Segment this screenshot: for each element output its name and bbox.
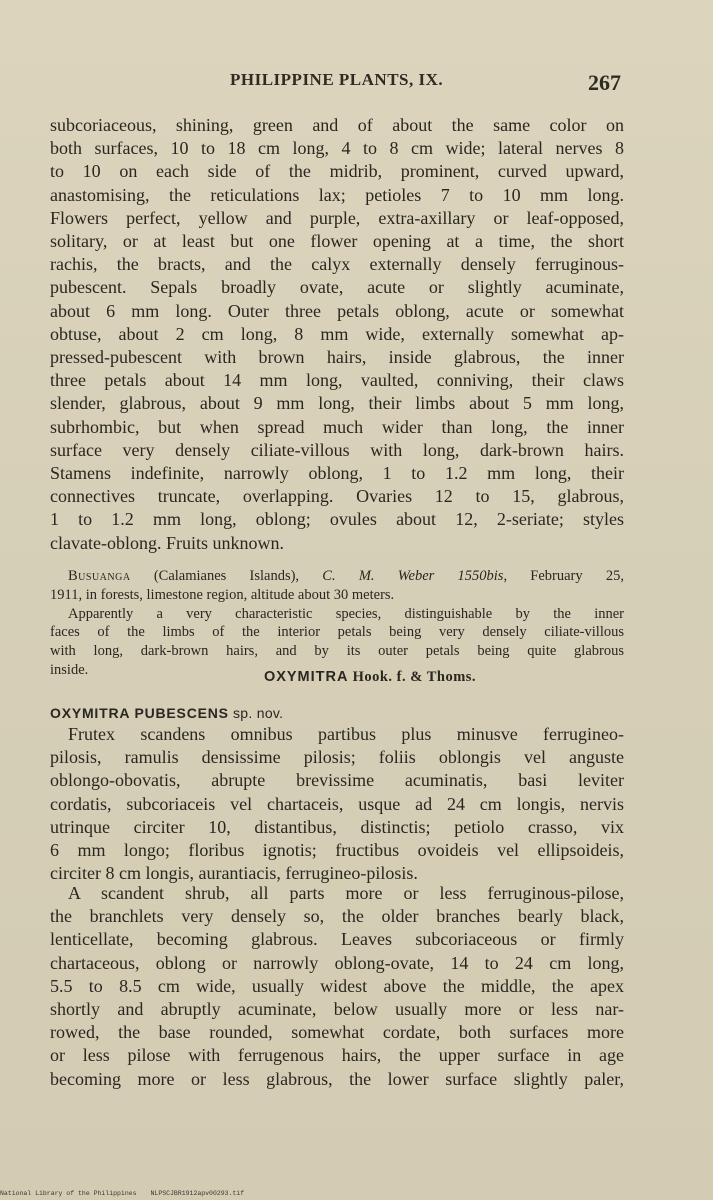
text-line: rachis, the bracts, and the calyx externally densely ferruginous- <box>50 254 624 275</box>
specimen-collector: C. M. Weber 1550bis <box>322 568 504 584</box>
species-name: OXYMITRA PUBESCENS <box>50 705 229 721</box>
text-line: solitary, or at least but one flower opening at a time, the short <box>50 231 624 252</box>
species-heading <box>50 705 283 721</box>
text-line: oblongo-obovatis, abrupte brevissime acuminatis, basi leviter <box>50 770 624 791</box>
species-status: sp. nov. <box>228 705 284 721</box>
specimen-line <box>50 567 624 586</box>
english-description <box>50 882 624 1091</box>
scan-footer <box>0 1190 258 1197</box>
text-line: Stamens indefinite, narrowly oblong, 1 to 1.2 mm long, their <box>50 463 624 484</box>
specimen-date: , February 25, <box>503 568 624 584</box>
text-line: obtuse, about 2 cm long, 8 mm wide, externally somewhat ap- <box>50 323 624 344</box>
text-line: the branchlets very densely so, the older branches bearly black, <box>50 906 624 927</box>
text-line: both surfaces, 10 to 18 cm long, 4 to 8 cm wide; lateral nerves 8 <box>50 138 624 159</box>
footer-file-id: NLPSCJBR1912apv00293.tif <box>150 1190 245 1197</box>
text-line: connectives truncate, overlapping. Ovaries 12 to 15, glabrous, <box>50 486 624 507</box>
text-line: lenticellate, becoming glabrous. Leaves subcoriaceous or firmly <box>50 929 624 950</box>
text-line: Flowers perfect, yellow and purple, extra-axillary or leaf-opposed, <box>50 207 624 228</box>
text-line: pressed-pubescent with brown hairs, inside glabrous, the inner <box>50 347 624 368</box>
text-line: to 10 on each side of the midrib, prominent, curved upward, <box>50 161 624 182</box>
text-line: circiter 8 cm longis, aurantiacis, ferrugineo-pilosis. <box>50 863 418 884</box>
specimen-line: 1911, in forests, limestone region, altitude about 30 meters. <box>50 586 395 603</box>
text-line: three petals about 14 mm long, vaulted, conniving, their claws <box>50 370 624 391</box>
text-line: subrhombic, but when spread much wider than long, the inner <box>50 416 624 437</box>
text-line: about 6 mm long. Outer three petals oblong, acute or somewhat <box>50 300 624 321</box>
specimen-locality-rest: (Calamianes Islands), <box>130 568 323 584</box>
note-line: Apparently a very characteristic species, distinguishable by the inner <box>68 605 624 622</box>
running-title: PHILIPPINE PLANTS, IX. <box>230 70 444 89</box>
text-line: Frutex scandens omnibus partibus plus minusve ferrugineo- <box>68 724 624 744</box>
latin-diagnosis <box>50 723 624 885</box>
text-line: chartaceous, oblong or narrowly oblong-ovate, 14 to 24 cm long, <box>50 952 624 973</box>
specimen-locality: Busuanga <box>68 568 131 584</box>
genus-name: OXYMITRA <box>263 669 349 685</box>
text-line: A scandent shrub, all parts more or less ferruginous-pilose, <box>68 883 624 903</box>
note-line: with long, dark-brown hairs, and by its outer petals being quite glabrous <box>50 643 624 660</box>
specimen-citation <box>50 567 624 680</box>
genus-authority: Hook. f. & Thoms. <box>348 669 477 685</box>
text-line: pubescent. Sepals broadly ovate, acute or slightly acuminate, <box>50 277 624 298</box>
text-line: cordatis, subcoriaceis vel chartaceis, usque ad 24 cm longis, nervis <box>50 793 624 814</box>
footer-library: National Library of the Philippines <box>0 1190 137 1197</box>
text-line: slender, glabrous, about 9 mm long, their limbs about 5 mm long, <box>50 393 624 414</box>
text-line: 5.5 to 8.5 cm wide, usually widest above the middle, the apex <box>50 975 624 996</box>
text-line: surface very densely ciliate-villous with long, dark-brown hairs. <box>50 439 624 460</box>
text-line: subcoriaceous, shining, green and of about the same color on <box>50 115 624 135</box>
page-number: 267 <box>588 70 621 95</box>
genus-heading <box>220 669 520 686</box>
text-line: anastomising, the reticulations lax; petioles 7 to 10 mm long. <box>50 184 624 205</box>
text-line: utrinque circiter 10, distantibus, distinctis; petiolo crasso, vix <box>50 816 624 837</box>
text-line: clavate-oblong. Fruits unknown. <box>50 532 284 553</box>
text-line: or less pilose with ferrugenous hairs, the upper surface in age <box>50 1045 624 1066</box>
text-line: 1 to 1.2 mm long, oblong; ovules about 12, 2-seriate; styles <box>50 509 624 530</box>
note-line: faces of the limbs of the interior petals being very densely ciliate-villous <box>50 624 624 641</box>
species-description <box>50 114 624 555</box>
text-line: pilosis, ramulis densissime pilosis; foliis oblongis vel anguste <box>50 747 624 768</box>
text-line: becoming more or less glabrous, the lower surface slightly paler, <box>50 1068 624 1089</box>
text-line: shortly and abruptly acuminate, below usually more or less nar- <box>50 999 624 1020</box>
note-line: inside. <box>50 661 89 678</box>
text-line: rowed, the base rounded, somewhat cordate, both surfaces more <box>50 1022 624 1043</box>
text-line: 6 mm longo; floribus ignotis; fructibus ovoideis vel ellipsoideis, <box>50 840 624 861</box>
